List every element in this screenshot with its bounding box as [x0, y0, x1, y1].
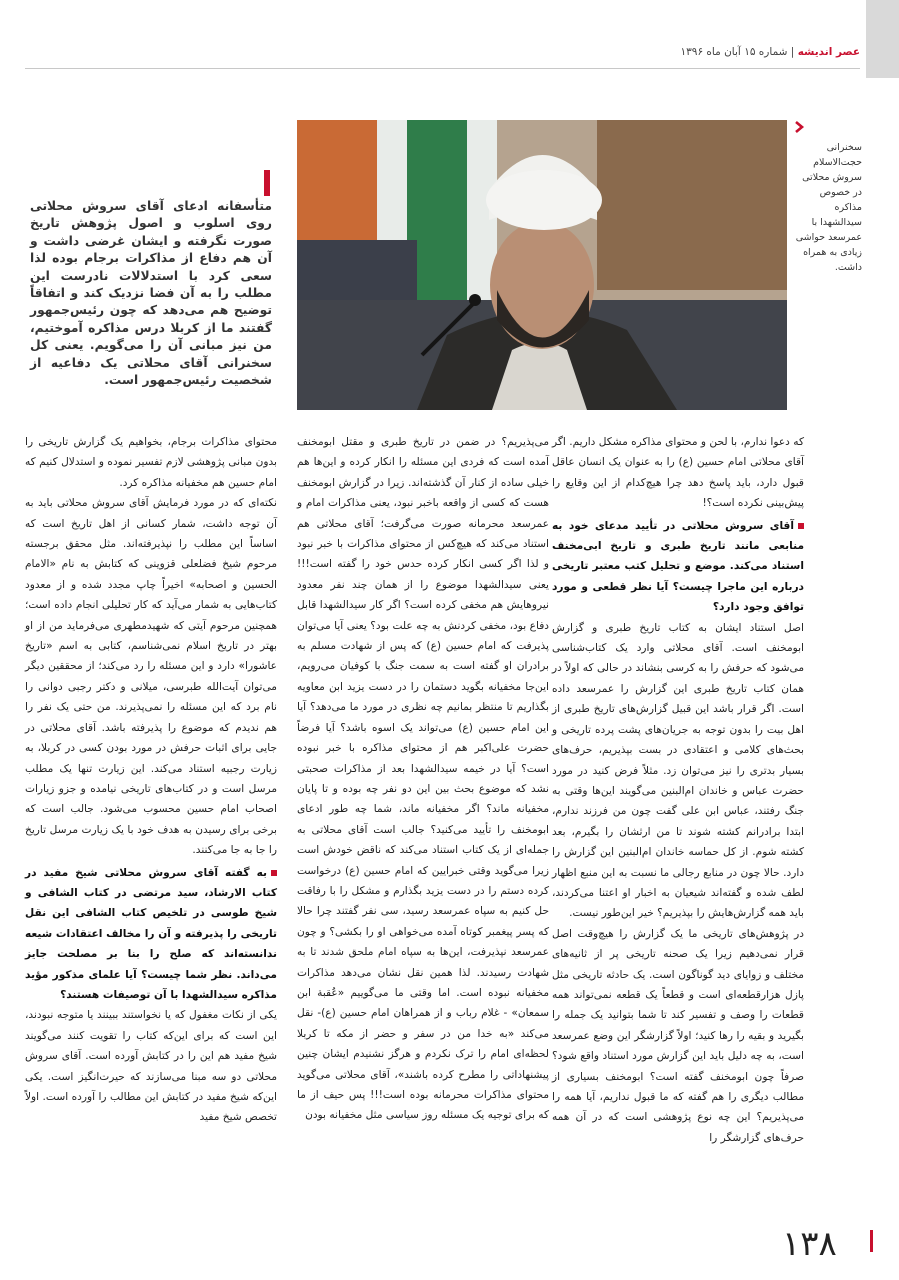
issue-date: آبان ماه ۱۳۹۶	[680, 46, 741, 58]
pull-quote-marker	[264, 170, 270, 196]
paragraph: در پژوهش‌های تاریخی ما یک گزارش را هیچ‌وقت اصل قرار نمی‌دهیم زیرا یک صحنه تاریخی پر از ثانیه‌های مختلف و زوایای دید گوناگون است. یک حادثه تاریخی مثل پازل هزارقطعه‌ای است و قطعاً یک قطعه نمی‌تواند همه قطعات را وصف و تفسیر کند تا شما بتوانید یک جمله را بگیرید و بقیه را رها کنید؛ اولاً گزارشگر این وضع عمرسعد است، به چه دلیل باید این گزارش مورد استناد واقع شود؟ صرفاً چون ابومخنف گفته است؟ ابومخنف بسیاری از مطالب دیگری را هم گفته که ما قبول نداریم، آیا همه را می‌پذیریم؟ این چه نوع پژوهشی است که در آن همه حرف‌های گزارشگر را	[552, 927, 804, 1144]
article-column-3	[25, 432, 277, 1128]
header-separator: |	[787, 46, 795, 58]
header-rule	[25, 68, 860, 69]
paragraph: می‌پذیریم؟ در ضمن در تاریخ طبری و مقتل ابومخنف آمده است که فردی این مسئله را انکار کرده و این‌ها هم خیلی ساده از کنار آن گذشته‌اند. زیرا در گزارش ابومخنف هست که کسی از واقعه باخبر نبود، یعنی مذاکرات امام و عمرسعد محرمانه صورت می‌گرفت؛ آقای محلاتی هم استناد می‌کند که هیچ‌کس از محتوای مذاکرات با خبر نبود و لذا اگر کسی انکار کرده حدس خود را گفته است!!! یعنی سیدالشهدا موضوع را از همان چند نفر معدود نیروهایش هم مخفی کرده است؟ اگر کار سیدالشهدا قابل دفاع بود، مخفی کردنش به چه علت بود؟ یعنی آیا می‌توان پذیرفت که امام حسین (ع) که پس از شهادت مسلم به برادران او گفته است به سمت جنگ با کوفیان می‌رویم، این‌جا مخفیانه بگوید دستمان را در دست یزید ابن معاویه بگذاریم تا منتظر بمانیم چه نظری در مورد ما می‌دهد؟ آیا این امام حسین (ع) می‌تواند یک اسوه باشد؟ آیا فرضاً حضرت علی‌اکبر هم از محتوای مذاکره با خبر نبوده است؟ آیا در خیمه سیدالشهدا بعد از مذاکرات صحبتی نشد که موضوع بحث بین این دو نفر چه بوده و تا پایان مخفیانه ماند؟ اگر مخفیانه ماند، شما چه طور ادعای ابومخنف را تأیید می‌کنید؟ جالب است آقای محلاتی به جمله‌ای از یک کتاب استناد می‌کند که ناقض خودش است زیرا می‌گوید وقتی خبرایین که امام حسین (ع) درخواست کرده دستم را در دست یزید بگذارم و مشکل را با رفاقت حل کنیم به سپاه عمرسعد رسید، سی نفر گفتند چرا حالا که پسر پیغمبر کوتاه آمده می‌خواهی او را بکشی؟ و چون عمرسعد نپذیرفت، این‌ها به سپاه امام ملحق شدند تا به شهادت رسیدند. لذا همین نقل نشان می‌دهد مذاکرات مخفیانه نبوده است. اما وقتی ما می‌گوییم «عُقبة ابن سمعان» - غلام رباب و از همراهان امام حسین (ع)- نقل می‌کند «به خدا من در سفر و حضر از مکه تا کربلا لحظه‌ای امام را ترک نکردم و هرگز نشنیدم ایشان چنین پیشنهاداتی را مطرح کرده باشند»، آقای محلاتی می‌گوید محتوای مذاکرات محرمانه بوده است!!! پس حیف از ما که برای توجیه یک مسئله روز سیاسی مثل مخفیانه بودن	[297, 436, 549, 1122]
paragraph: که دعوا ندارم، با لحن و محتوای مذاکره مشکل داریم. اگر آقای محلاتی امام حسین (ع) را به عنوان یک انسان عاقل قبول دارد، باید پاسخ دهد چرا هیچ‌کدام از این وقایع را پیش‌بینی نکرده است؟!	[552, 436, 804, 510]
article-column-2	[297, 432, 549, 1126]
running-header	[540, 46, 860, 62]
interview-question	[552, 516, 804, 618]
chevron-right-icon	[792, 120, 806, 134]
photo-caption: سخنرانی حجت‌الاسلام سروش محلاتی در خصوص مذاکره سیدالشهدا با عمرسعد حواشی زیادی به همراه داشت.	[795, 142, 862, 273]
speaker-photo-illustration	[297, 120, 787, 410]
paragraph: نکته‌ای که در مورد فرمایش آقای سروش محلاتی باید به آن توجه داشت، شمار کسانی از اهل تاریخ است که اساساً این مطلب را نپذیرفته‌اند. مثل محقق برجسته مرحوم شیخ فضلعلی قزوینی که کتابش به نام «الامام الحسین و اصحابه» اخیراً چاپ مجدد شده و از معدود کتاب‌هایی به شمار می‌آید که کار تحلیلی انجام داده است؛ همچنین مرحوم آیتی که شهیدمطهری می‌فرماید من از او بهتر در تاریخ اسلام نمی‌شناسم، کتابی به اسم «تاریخ عاشورا» دارد و این مسئله را رد می‌کند؛ از محققین دیگر می‌توان آیت‌الله طبرسی، میلانی و دکتر رجبی دوانی را نام برد که این مسئله را نمی‌پذیرند. من حتی یک نفر را هم ندیدم که موضوع را پذیرفته باشد. آقای محلاتی در جایی برای اثبات حرفش در مورد بودن کسی در کربلا، به زیارت رجبیه استناد می‌کند. این زیارت تنها یک مطلب مرسل است و در کتاب‌های تاریخی نیامده و جزو زیارات اصحاب امام حسین محسوب می‌شود. جالب است که برخی برای رسیدن به هدف خود با یک زیارت مرسل تاریخ را جا به جا می‌کنند.	[25, 497, 277, 857]
speaker-photo	[297, 120, 787, 410]
paragraph: اصل استناد ایشان به کتاب تاریخ طبری و گزارش ابومخنف است. آقای محلاتی وارد یک کتاب‌شناسی می‌شود که حرفش را به کرسی بنشاند در حالی که اولاً در همان کتاب تاریخ طبری این گزارش را عمرسعد داده است. اگر قرار باشد این قبیل گزارش‌های تاریخ طبری از اهل بیت را بدون توجه به جریان‌های پشت پرده تاریخی و بحث‌های کلامی و اعتقادی در بست بپذیریم، حرف‌های بسیار بدتری را نیز می‌توان زد. مثلاً فرض کنید در مورد حضرت عباس و خاندان ام‌البنین می‌گویند این‌ها وقتی به جنگ رفتند، عباس ابن علی گفت چون من فرزند ندارم، ابتدا برادرانم کشته شوند تا من ارثشان را بگیرم، بعد کشته شوم. از کل حماسه خاندان ام‌البنین این گزارش را دارد. حالا چون در منابع رجالی ما نسبت به این منبع اظهار لطف شده و گفته‌اند شیعیان به اخبار او اعتنا می‌کردند، باید همه گزارش‌هایش را بپذیریم؟ خیر این‌طور نیست.	[552, 621, 804, 920]
question-bullet-icon	[271, 870, 277, 876]
pull-quote: متأسفانه ادعای آقای سروش محلاتی روی اسلوب و اصول پژوهش تاریخ صورت نگرفته و ایشان غرضی داشت و آن هم دفاع از مذاکرات برجام بوده لذا سعی کرد با استدلالات نادرست این مطلب را به آن فضا نزدیک کند و اتفاقاً توضیح هم می‌دهد که چون رئیس‌جمهور گفتند ما از کربلا درس مذاکره آموختیم، من نیز مبانی آن را می‌گویم. یعنی کل سخنرانی آقای محلاتی یک دفاعیه از شخصیت رئیس‌جمهور است.	[30, 199, 272, 388]
question-bullet-icon	[798, 523, 804, 529]
issue-number: شماره ۱۵	[744, 46, 788, 58]
question-text: به گفته آقای سروش محلاتی شیخ مفید در کتاب الارشاد، سید مرتضی در کتاب الشافی و شیخ طوسی در تلخیص کتاب الشافی این نقل تاریخی را پذیرفته و آن را مخالف اعتقادات شیعه ندانسته‌اند که صلح را بنا بر مصلحت جایز می‌داند. نظر شما چیست؟ آیا علمای مذکور مؤید مذاکره سیدالشهدا با آن توصیفات هستند؟	[25, 866, 277, 1001]
page-number: ۱۳۸	[782, 1224, 837, 1264]
paragraph: محتوای مذاکرات برجام، بخواهیم یک گزارش تاریخی را بدون مبانی پژوهشی لازم تفسیر نموده و استدلال کنیم که امام حسین هم مخفیانه مذاکره کرد.	[25, 436, 277, 489]
question-text: آقای سروش محلاتی در تأیید مدعای خود به منابعی مانند تاریخ طبری و تاریخ ابی‌مخنف استناد می‌کند. موضع و تحلیل کتب معتبر تاریخی درباره این ماجرا چیست؟ آیا نظر قطعی و مورد توافق وجود دارد؟	[552, 519, 804, 614]
magazine-brand: عصر اندیشه	[797, 46, 860, 58]
page-corner-tab	[866, 0, 899, 78]
interview-question	[25, 863, 277, 1006]
page-number-marker	[870, 1230, 873, 1252]
article-column-1	[552, 432, 804, 1148]
paragraph: یکی از نکات مغفول که یا نخواستند ببینند یا متوجه نبودند، این است که برای این‌که کتاب را تقویت کنند می‌گویند شیخ مفید هم این را در کتابش آورده است. آقای سروش محلاتی دو سه مبنا می‌سازند که حیرت‌انگیز است. یکی این‌که شیخ مفید در کتابش این مطالب را آورده است. اولاً تخصص شیخ مفید	[25, 1009, 277, 1124]
